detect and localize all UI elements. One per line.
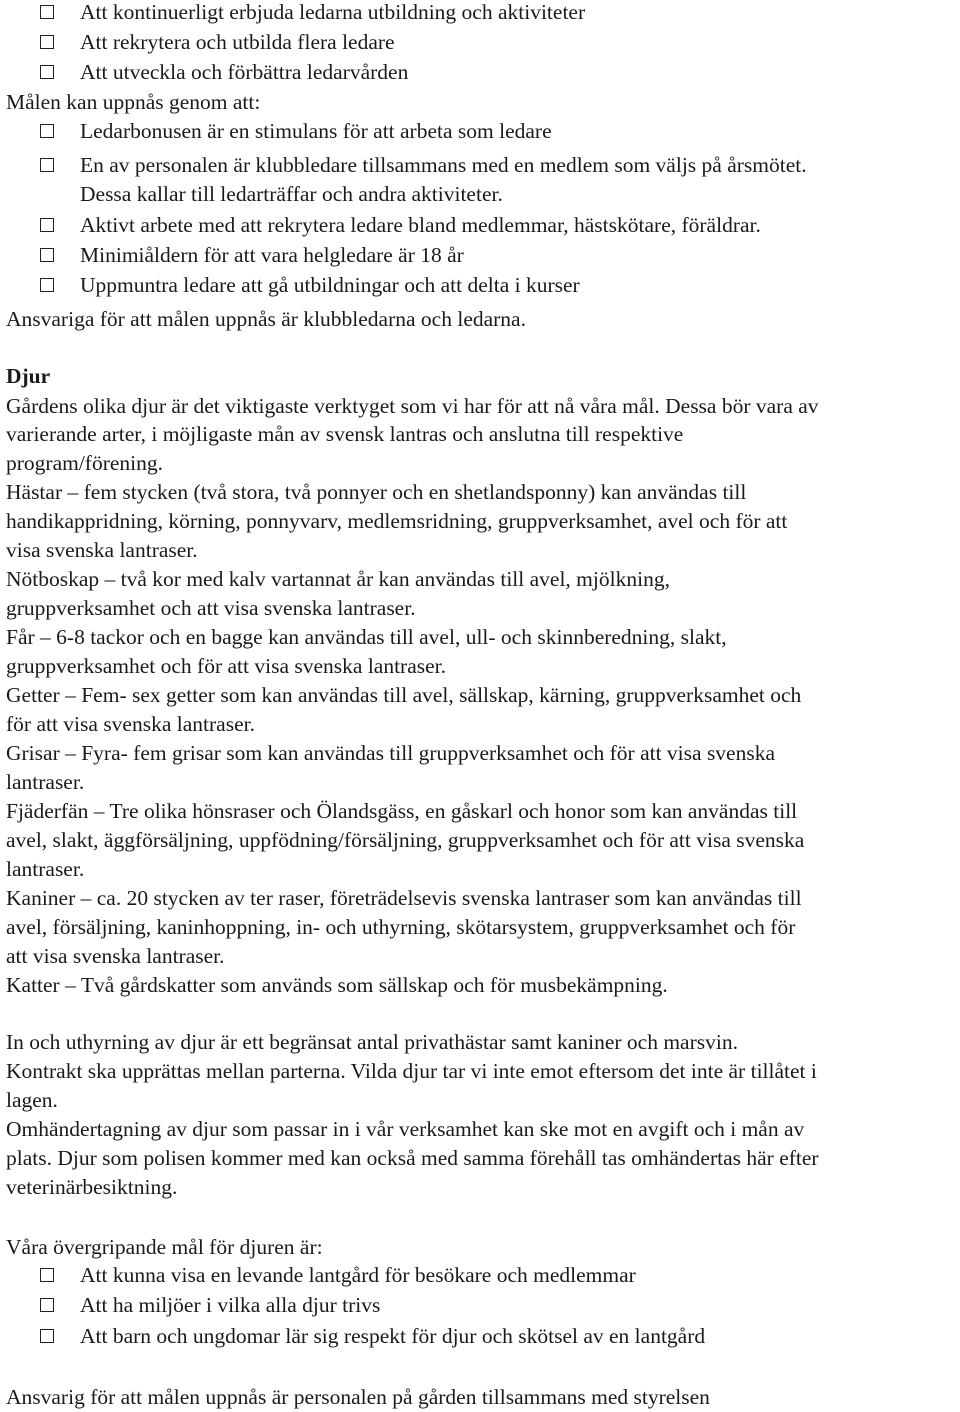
- list-item-text: Uppmuntra ledare att gå utbildningar och att delta i kurser: [80, 273, 580, 297]
- paragraph-line: visa svenska lantraser.: [6, 538, 198, 562]
- list-item-text: Att ha miljöer i vilka alla djur trivs: [80, 1293, 381, 1317]
- animals-responsible: Ansvarig för att målen uppnås är personalen på gården tillsammans med styrelsen: [6, 1385, 710, 1409]
- paragraph-line: handikappridning, körning, ponnyvarv, medlemsridning, gruppverksamhet, avel och för att: [6, 509, 788, 533]
- paragraph-line: lantraser.: [6, 857, 85, 881]
- paragraph-line: Grisar – Fyra- fem grisar som kan användas till gruppverksamhet och för att visa svenska: [6, 741, 776, 765]
- checkbox-bullet-icon: [40, 278, 54, 292]
- list-item-text: Att kunna visa en levande lantgård för besökare och medlemmar: [80, 1263, 636, 1287]
- paragraph-line: att visa svenska lantraser.: [6, 944, 225, 968]
- paragraph-line: gruppverksamhet och för att visa svenska lantraser.: [6, 654, 447, 678]
- paragraph-line: Fjäderfän – Tre olika hönsraser och Ölandsgäss, en gåskarl och honor som kan användas till: [6, 799, 798, 823]
- paragraph-line: In och uthyrning av djur är ett begränsat antal privathästar samt kaniner och marsvin.: [6, 1030, 738, 1054]
- means-intro: Målen kan uppnås genom att:: [6, 90, 261, 114]
- paragraph-line: lagen.: [6, 1088, 58, 1112]
- paragraph-line: avel, försäljning, kaninhoppning, in- och uthyrning, skötarsystem, gruppverksamhet och för: [6, 915, 796, 939]
- list-item-text: Att kontinuerligt erbjuda ledarna utbildning och aktiviteter: [80, 0, 586, 24]
- checkbox-bullet-icon: [40, 218, 54, 232]
- section-heading: Djur: [6, 364, 51, 388]
- animal-goals-intro: Våra övergripande mål för djuren är:: [6, 1235, 323, 1259]
- paragraph-line: Kaniner – ca. 20 stycken av ter raser, företrädelsevis svenska lantraser som kan användas till: [6, 886, 802, 910]
- checkbox-bullet-icon: [40, 5, 54, 19]
- list-item-text: En av personalen är klubbledare tillsammans med en medlem som väljs på årsmötet.: [80, 153, 807, 177]
- list-item-text: Minimiåldern för att vara helgledare är 18 år: [80, 243, 464, 267]
- checkbox-bullet-icon: [40, 1329, 54, 1343]
- paragraph-line: Gårdens olika djur är det viktigaste verktyget som vi har för att nå våra mål. Dessa bör vara av: [6, 394, 819, 418]
- paragraph-line: Kontrakt ska upprättas mellan parterna. Vilda djur tar vi inte emot eftersom det inte är tillåtet i: [6, 1059, 817, 1083]
- list-item-text: Aktivt arbete med att rekrytera ledare bland medlemmar, hästskötare, föräldrar.: [80, 213, 761, 237]
- paragraph-line: Getter – Fem- sex getter som kan användas till avel, sällskap, kärning, gruppverksamhet och: [6, 683, 802, 707]
- leaders-responsible: Ansvariga för att målen uppnås är klubbledarna och ledarna.: [6, 307, 526, 331]
- list-item-text: Att barn och ungdomar lär sig respekt för djur och skötsel av en lantgård: [80, 1324, 706, 1348]
- paragraph-line: Nötboskap – två kor med kalv vartannat år kan användas till avel, mjölkning,: [6, 567, 670, 591]
- paragraph-line: varierande arter, i möjligaste mån av svensk lantras och anslutna till respektive: [6, 422, 684, 446]
- paragraph-line: plats. Djur som polisen kommer med kan också med samma förehåll tas omhändertas här efter: [6, 1146, 819, 1170]
- paragraph-line: veterinärbesiktning.: [6, 1175, 178, 1199]
- paragraph-line: lantraser.: [6, 770, 85, 794]
- checkbox-bullet-icon: [40, 35, 54, 49]
- paragraph-line: Får – 6-8 tackor och en bagge kan användas till avel, ull- och skinnberedning, slakt,: [6, 625, 727, 649]
- checkbox-bullet-icon: [40, 1298, 54, 1312]
- paragraph-line: Hästar – fem stycken (två stora, två ponnyer och en shetlandsponny) kan användas till: [6, 480, 747, 504]
- list-item-text: Ledarbonusen är en stimulans för att arbeta som ledare: [80, 119, 552, 143]
- checkbox-bullet-icon: [40, 124, 54, 138]
- paragraph-line: avel, slakt, äggförsäljning, uppfödning/försäljning, gruppverksamhet och för att visa svenska: [6, 828, 805, 852]
- list-item-text: Att utveckla och förbättra ledarvården: [80, 60, 409, 84]
- checkbox-bullet-icon: [40, 65, 54, 79]
- paragraph-line: Katter – Två gårdskatter som används som sällskap och för musbekämpning.: [6, 973, 668, 997]
- paragraph-line: program/förening.: [6, 451, 164, 475]
- list-item-text: Dessa kallar till ledarträffar och andra aktiviteter.: [80, 182, 503, 206]
- checkbox-bullet-icon: [40, 158, 54, 172]
- paragraph-line: gruppverksamhet och att visa svenska lantraser.: [6, 596, 416, 620]
- checkbox-bullet-icon: [40, 1268, 54, 1282]
- checkbox-bullet-icon: [40, 248, 54, 262]
- paragraph-line: Omhändertagning av djur som passar in i vår verksamhet kan ske mot en avgift och i mån av: [6, 1117, 805, 1141]
- paragraph-line: för att visa svenska lantraser.: [6, 712, 255, 736]
- list-item-text: Att rekrytera och utbilda flera ledare: [80, 30, 395, 54]
